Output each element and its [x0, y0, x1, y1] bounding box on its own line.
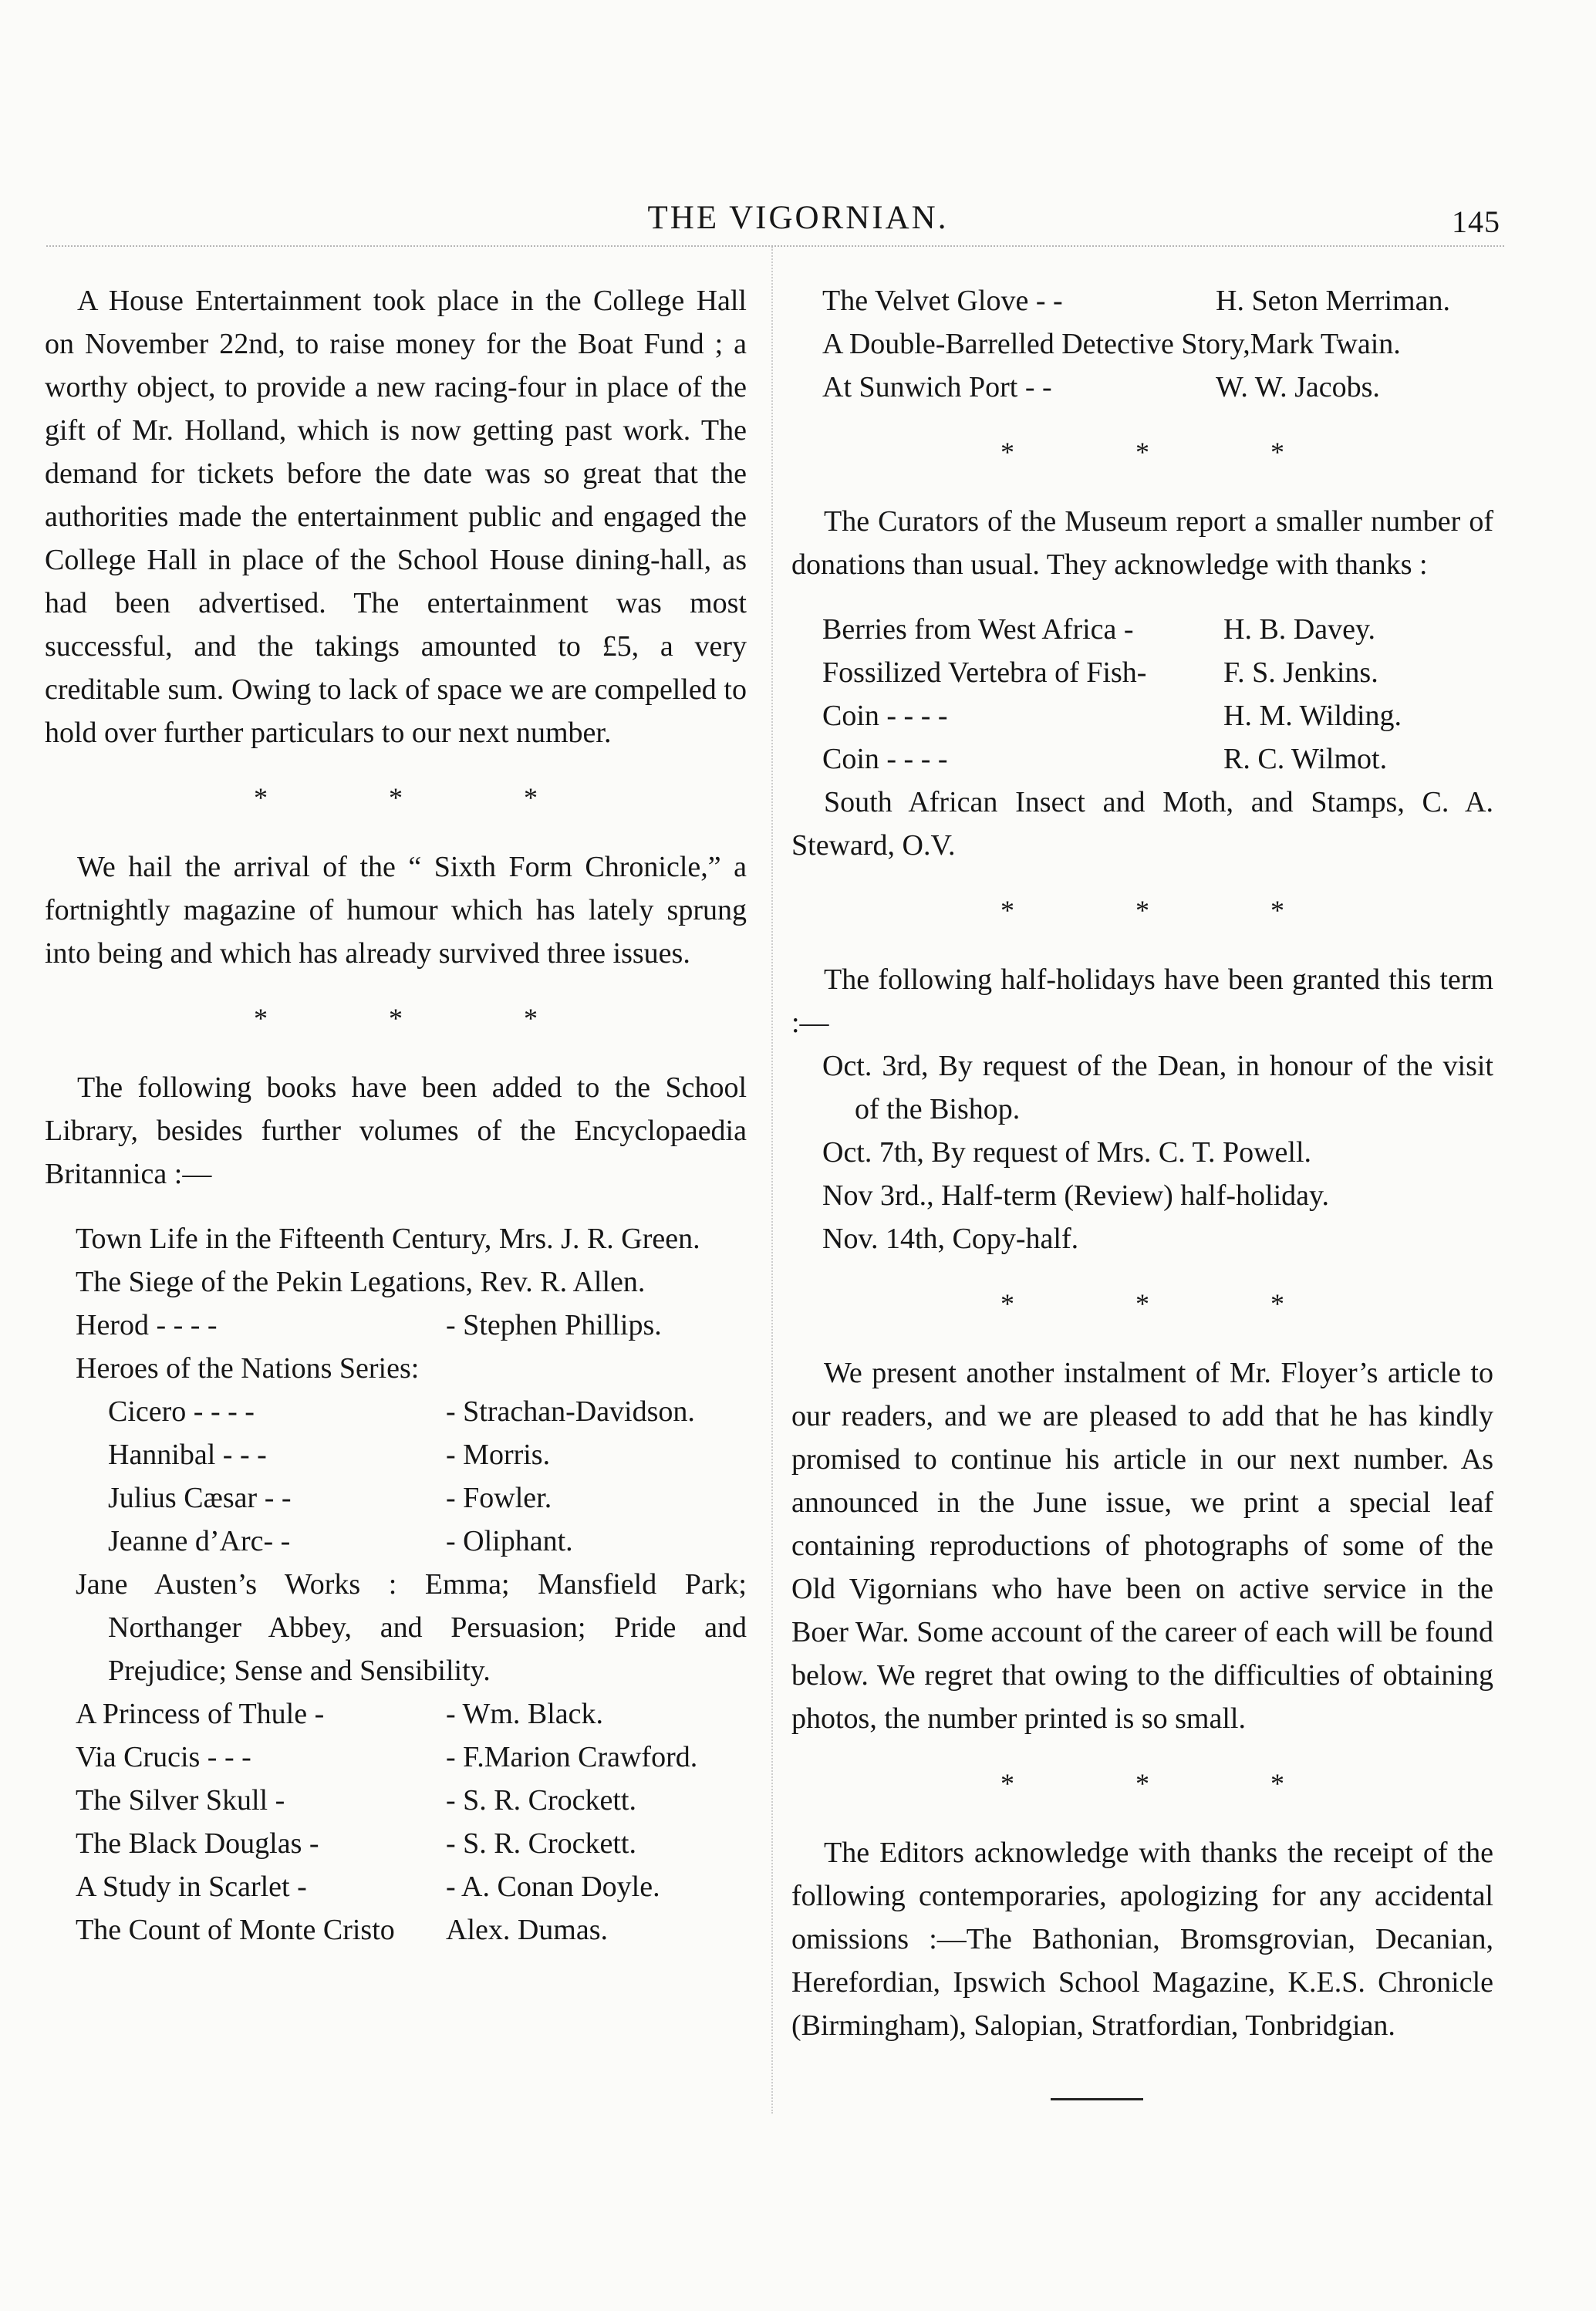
book-entry — [45, 1865, 747, 1908]
book-title: Jeanne d’Arc- - — [108, 1525, 291, 1557]
section-separator: * * * — [1000, 437, 1341, 467]
book-title: A Princess of Thule - — [76, 1698, 325, 1730]
series-book-entry — [45, 1476, 747, 1520]
library-book-list — [45, 1217, 747, 1952]
header-rule — [46, 245, 1504, 247]
half-holiday-entry: Nov 3rd., Half-term (Review) half-holiday. — [822, 1179, 1330, 1212]
book-entry — [45, 1692, 747, 1736]
book-author: - Wm. Black. — [446, 1698, 604, 1730]
book-entry: Town Life in the Fifteenth Century, Mrs. J. R. Green. — [76, 1223, 700, 1255]
half-holiday-entry: Nov. 14th, Copy-half. — [822, 1223, 1079, 1255]
book-title: The Velvet Glove - - — [822, 285, 1063, 317]
donation-entry — [791, 651, 1493, 694]
book-author: - Fowler. — [446, 1482, 552, 1514]
series-book-entry — [45, 1390, 747, 1433]
donation-donor: H. M. Wilding. — [1223, 700, 1402, 732]
book-author: - Stephen Phillips. — [446, 1309, 662, 1341]
section-separator: * * * — [1000, 895, 1341, 926]
donation-item: Coin - - - - — [822, 743, 948, 775]
book-entry — [791, 322, 1493, 366]
sixth-form-chronicle-paragraph: We hail the arrival of the “ Sixth Form Chronicle,” a fortnightly magazine of humour which has lately sprung into being and which has already survived three issues. — [45, 851, 747, 970]
donation-entry — [791, 737, 1493, 781]
donation-item: Berries from West Africa - — [822, 613, 1134, 646]
museum-donation-list — [791, 608, 1493, 867]
half-holidays-intro: The following half-holidays have been granted this term :— — [791, 963, 1493, 1039]
book-author: - S. R. Crockett. — [446, 1827, 636, 1860]
page-number: 145 — [1452, 204, 1500, 239]
closing-rule — [1051, 2098, 1143, 2100]
donation-entry — [791, 694, 1493, 737]
book-entry: The Siege of the Pekin Legations, Rev. R. Allen. — [76, 1266, 646, 1298]
book-entry — [791, 279, 1493, 322]
book-author: Mark Twain. — [1250, 328, 1401, 360]
series-book-entry — [45, 1520, 747, 1563]
book-entry — [45, 1304, 747, 1347]
book-author: H. Seton Merriman. — [1216, 285, 1450, 317]
book-title: The Silver Skull - — [76, 1784, 285, 1817]
book-title: At Sunwich Port - - — [822, 371, 1052, 403]
library-books-intro: The following books have been added to the School Library, besides further volumes of the Encyclopaedia Britannica :— — [45, 1071, 747, 1190]
donation-item: Fossilized Vertebra of Fish- — [822, 656, 1147, 689]
half-holiday-entry: Oct. 3rd, By request of the Dean, in honour of the visit of the Bishop. — [822, 1050, 1493, 1125]
book-entry — [45, 1822, 747, 1865]
book-title: A Study in Scarlet - — [76, 1871, 307, 1903]
contemporaries-paragraph: The Editors acknowledge with thanks the receipt of the following contemporaries, apologizing for any accidental omissions :—The Bathonian, Bromsgrovian, Decanian, Herefordian, Ipswich School Magazine, K.E.S. Chronicle (Birmingham), Salopian, Stratfordian, Tonbridgian. — [791, 1837, 1493, 2042]
book-author: Alex. Dumas. — [446, 1914, 609, 1946]
book-title: Julius Cæsar - - — [108, 1482, 292, 1514]
series-heading: Heroes of the Nations Series: — [76, 1352, 420, 1385]
book-author: - Morris. — [446, 1439, 551, 1471]
book-author: - F.Marion Crawford. — [446, 1741, 698, 1773]
donation-entry-insect: South African Insect and Moth, and Stamps, C. A. Steward, O.V. — [791, 786, 1493, 862]
left-column — [45, 279, 747, 1952]
book-title: A Double-Barrelled Detective Story, — [822, 328, 1250, 360]
half-holiday-entry: Oct. 7th, By request of Mrs. C. T. Powell. — [822, 1136, 1311, 1169]
book-entry — [45, 1736, 747, 1779]
section-separator: * * * — [1000, 1288, 1341, 1319]
section-separator: * * * — [254, 782, 595, 813]
book-author: - S. R. Crockett. — [446, 1784, 636, 1817]
right-column — [791, 279, 1493, 2047]
book-author: W. W. Jacobs. — [1216, 371, 1380, 403]
book-entry — [45, 1779, 747, 1822]
section-separator: * * * — [254, 1003, 595, 1034]
book-author: - Oliphant. — [446, 1525, 573, 1557]
museum-donations-intro: The Curators of the Museum report a smaller number of donations than usual. They acknowledge with thanks : — [791, 505, 1493, 581]
column-divider — [771, 247, 773, 2114]
donation-donor: R. C. Wilmot. — [1223, 743, 1388, 775]
book-title: The Black Douglas - — [76, 1827, 319, 1860]
donation-donor: H. B. Davey. — [1223, 613, 1375, 646]
book-title: Herod - - - - — [76, 1309, 218, 1341]
book-title: Cicero - - - - — [108, 1395, 255, 1428]
house-entertainment-paragraph: A House Entertainment took place in the College Hall on November 22nd, to raise money for the Boat Fund ; a worthy object, to provide a new racing-four in place of the gift of Mr. Holland, which is now getting past work. The demand for tickets before the date was so great that the authorities made the entertainment public and engaged the College Hall in place of the School House dining-hall, as had been advertised. The entertainment was most successful, and the takings amounted to £5, a very creditable sum. Owing to lack of space we are compelled to hold over further particulars to our next number. — [45, 285, 747, 749]
book-title: Via Crucis - - - — [76, 1741, 251, 1773]
series-book-entry — [45, 1433, 747, 1476]
donation-entry — [791, 608, 1493, 651]
floyer-article-paragraph: We present another instalment of Mr. Floyer’s article to our readers, and we are pleased to add that he has kindly promised to continue his article in our next number. As announced in the June issue, we print a special leaf containing reproductions of photographs of some of the Old Vigornians who have been on active service in the Boer War. Some account of the career of each will be found below. We regret that owing to the difficulties of obtaining photos, the number printed is so small. — [791, 1357, 1493, 1735]
donation-donor: F. S. Jenkins. — [1223, 656, 1378, 689]
book-entry-austen: Jane Austen’s Works : Emma; Mansfield Park; Northanger Abbey, and Persuasion; Pride and Prejudice; Sense and Sensibility. — [76, 1568, 747, 1687]
section-separator: * * * — [1000, 1768, 1341, 1799]
book-entry — [45, 1908, 747, 1952]
book-title: Hannibal - - - — [108, 1439, 267, 1471]
donation-item: Coin - - - - — [822, 700, 948, 732]
book-title: The Count of Monte Cristo — [76, 1914, 395, 1946]
page-header-title: THE VIGORNIAN. — [647, 200, 949, 236]
book-entry — [791, 366, 1493, 409]
book-author: - Strachan-Davidson. — [446, 1395, 695, 1428]
book-author: - A. Conan Doyle. — [446, 1871, 660, 1903]
